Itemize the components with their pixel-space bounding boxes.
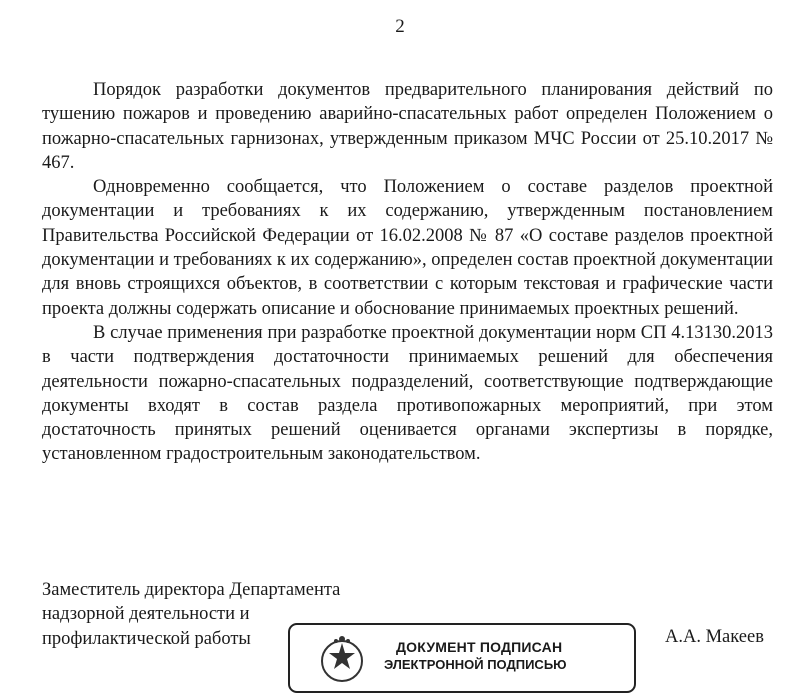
- paragraph-1: Порядок разработки документов предварительного планирования действий по тушению пожаров и проведению аварийно-спасательных работ определен Положением о пожарно-спасательных гарнизонах, утвержденным приказом МЧС России от 25.10.2017 № 467.: [42, 80, 773, 173]
- electronic-signature-stamp: [288, 623, 636, 693]
- paragraph-2: Одновременно сообщается, что Положением о составе разделов проектной документации и требованиях к их содержанию, утвержденным постановлением Правительства Российской Федерации от 16.02.2008 № 87 «О составе разделов проектной документации и требованиях к их содержанию», определен состав проектной документации для вновь строящихся объектов, в соответствии с которым текстовая и графические части проекта должны содержать описание и обоснование принимаемых проектных решений.: [42, 177, 773, 319]
- stamp-title: ДОКУМЕНТ ПОДПИСАН: [396, 639, 563, 655]
- paragraph-3: В случае применения при разработке проектной документации норм СП 4.13130.2013 в части подтверждения достаточности принимаемых решений для обеспечения деятельности пожарно-спасательных подразделений, соответствующие подтверждающие документы входят в состав раздела противопожарных мероприятий, при этом достаточность принятых решений оценивается органами экспертизы в порядке, установленном градостроительным законодательством.: [42, 322, 773, 465]
- position-line-1: Заместитель директора Департамента: [42, 580, 341, 600]
- letter-body: [42, 78, 773, 467]
- position-line-2: надзорной деятельности и: [42, 604, 250, 625]
- emergency-ministry-emblem-icon: [314, 631, 370, 692]
- page-number: 2: [395, 16, 405, 37]
- signatory-name: А.А. Макеев: [665, 627, 764, 647]
- position-line-3: профилактической работы: [42, 628, 251, 649]
- stamp-subtitle: ЭЛЕКТРОННОЙ ПОДПИСЬЮ: [384, 657, 567, 672]
